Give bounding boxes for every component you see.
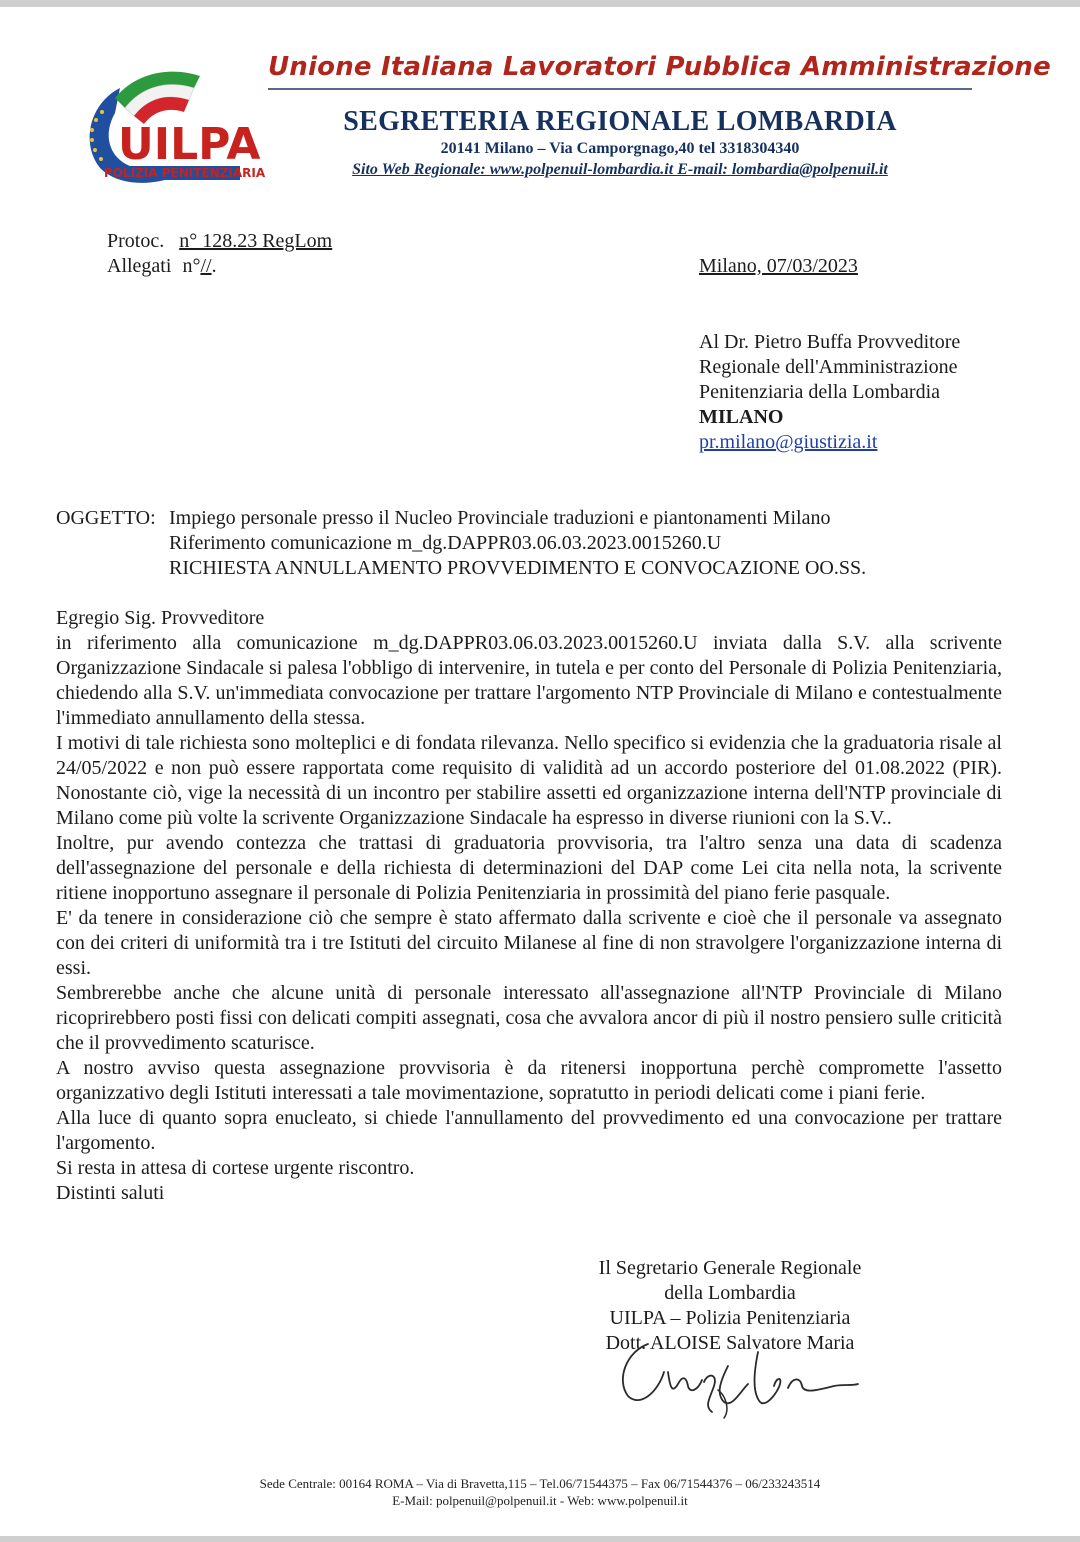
protocol-label: Protoc.	[107, 230, 165, 252]
greeting: Egregio Sig. Provveditore	[56, 607, 265, 629]
attachments-label: Allegati	[107, 255, 172, 277]
letter-body	[56, 606, 1002, 1206]
letterhead-title: SEGRETERIA REGIONALE LOMBARDIA	[343, 106, 897, 137]
protocol-line	[107, 230, 332, 253]
signer-name: Dott. ALOISE Salvatore Maria	[605, 1332, 855, 1354]
recipient-line: Regionale dell'Amministrazione	[699, 356, 958, 378]
protocol-number: n° 128.23 RegLom	[179, 230, 333, 252]
uilpa-logo	[70, 58, 270, 198]
footer-address: Sede Centrale: 00164 ROMA – Via di Bravetta,115 – Tel.06/71544375 – Fax 06/71544376 – 06/233243514	[259, 1476, 821, 1491]
body-paragraph: in riferimento alla comunicazione m_dg.DAPPR03.06.03.2023.0015260.U inviata dalla S.V. alla scrivente Organizzazione Sindacale si palesa l'obbligo di intervenire, in tutela e per conto del Personale di Polizia Penitenziaria, chiedendo alla S.V. un'immediata convocazione per trattare l'argomento NTP Provinciale di Milano e contestualmente l'immediato annullamento della stessa.	[56, 632, 1002, 729]
footer-contacts: E-Mail: polpenuil@polpenuil.it - Web: www.polpenuil.it	[392, 1493, 688, 1508]
letterhead-web-email: Sito Web Regionale: www.polpenuil-lombardia.it E-mail: lombardia@polpenuil.it	[352, 161, 888, 178]
body-paragraph: Inoltre, pur avendo contezza che trattasi di graduatoria provvisoria, tra l'altro senza una data di scadenza dell'assegnazione del personale e della richiesta di determinazioni del DAP come Lei cita nella nota, la scrivente ritiene inopportuno assegnare il personale di Polizia Penitenziaria in prossimità del piano ferie pasquale.	[56, 832, 1002, 904]
handwritten-signature	[608, 1332, 868, 1422]
attachments-prefix: n°	[182, 255, 201, 277]
letter-date: Milano, 07/03/2023	[699, 255, 858, 277]
subject-line: Riferimento comunicazione m_dg.DAPPR03.06.03.2023.0015260.U	[169, 532, 722, 554]
recipient-block	[699, 330, 960, 455]
attachments-value: //	[200, 255, 212, 277]
attachments-line	[107, 255, 217, 278]
signer-organization: UILPA – Polizia Penitenziaria	[609, 1307, 851, 1329]
subject-line: RICHIESTA ANNULLAMENTO PROVVEDIMENTO E CONVOCAZIONE OO.SS.	[169, 557, 867, 579]
logo-subtext: POLIZIA PENITENZIARIA	[104, 166, 266, 180]
body-paragraph: I motivi di tale richiesta sono molteplici e di fondata rilevanza. Nello specifico si evidenzia che la graduatoria risale al 24/05/2022 e non può essere rapportata come requisito di validità ad un accordo posteriore del 01.08.2022 (PIR). Nonostante ciò, vige la necessità di un incontro per stabilire assetti ed organizzazione interna dell'NTP provinciale di Milano come più volte la scrivente Organizzazione Sindacale ha espresso in diverse riunioni con la S.V..	[56, 732, 1002, 829]
body-paragraph: Alla luce di quanto sopra enucleato, si chiede l'annullamento del provvedimento ed una convocazione per trattare l'argomento.	[56, 1107, 1002, 1154]
signer-region: della Lombardia	[664, 1282, 796, 1304]
letterhead-address: 20141 Milano – Via Camporgnago,40 tel 3318304340	[440, 140, 800, 157]
subject-line: Impiego personale presso il Nucleo Provinciale traduzioni e piantonamenti Milano	[169, 507, 831, 529]
letter-footer	[140, 1475, 940, 1509]
signer-title: Il Segretario Generale Regionale	[598, 1257, 862, 1279]
subject-label: OGGETTO:	[56, 507, 156, 529]
body-paragraph: Sembrerebbe anche che alcune unità di personale interessato all'assegnazione all'NTP Provinciale di Milano ricoprirebbero posti fissi con delicati compiti assegnati, cosa che avvalora ancor di più il nostro pensiero sulle criticità che il provvedimento scaturisce.	[56, 982, 1002, 1054]
header-divider	[268, 88, 972, 90]
recipient-email-link[interactable]: pr.milano@giustizia.it	[699, 431, 878, 453]
body-paragraph: A nostro avviso questa assegnazione provvisoria è da ritenersi inopportuna perchè compromette l'assetto organizzativo degli Istituti interessati a tale movimentazione, sopratutto in periodi delicati come i piani ferie.	[56, 1057, 1002, 1104]
body-paragraph: E' da tenere in considerazione ciò che sempre è stato affermato dalla scrivente e cioè che il personale va assegnato con dei criteri di uniformità tra i tre Istituti del circuito Milanese al fine di non stravolgere l'organizzazione interna di essi.	[56, 907, 1002, 979]
recipient-line: Al Dr. Pietro Buffa Provveditore	[699, 331, 961, 353]
body-paragraph: Si resta in attesa di cortese urgente riscontro.	[56, 1157, 415, 1179]
recipient-city: MILANO	[699, 406, 784, 428]
recipient-line: Penitenziaria della Lombardia	[699, 381, 941, 403]
closing: Distinti saluti	[56, 1182, 165, 1204]
logo-text: UILPA	[118, 119, 261, 170]
bottom-edge-bar	[0, 1536, 1080, 1542]
attachments-suffix: .	[211, 255, 217, 277]
organization-name: Unione Italiana Lavoratori Pubblica Amministrazione	[268, 52, 1051, 82]
top-edge-bar	[0, 0, 1080, 7]
